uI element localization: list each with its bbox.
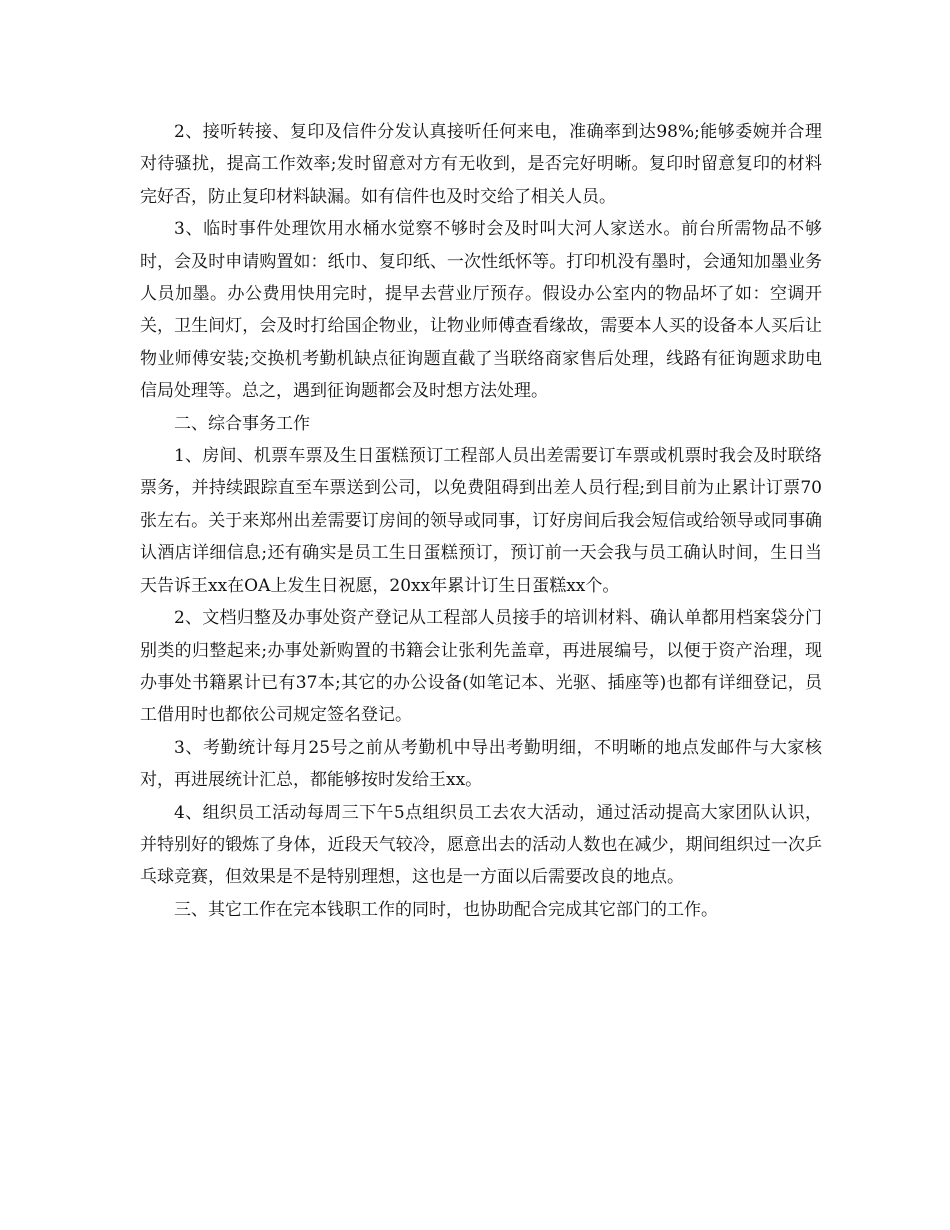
- paragraph-documents-assets: 2、文档归整及办事处资产登记从工程部人员接手的培训材料、确认单都用档案袋分门别类的归整起来;办事处新购置的书籍会让张利先盖章，再进展编号，以便于资产治理，现办事处书籍累计已有37本;其它的办公设备(如笔记本、光驱、插座等)也都有详细登记，员工借用时也都依公司规定签名登记。: [140, 608, 822, 726]
- paragraph-attendance: 3、考勤统计每月25号之前从考勤机中导出考勤明细，不明晰的地点发邮件与大家核对，再进展统计汇总，都能够按时发给王xx。: [140, 737, 822, 791]
- section-heading-general-affairs: 二、综合事务工作: [174, 413, 310, 434]
- document-body: [140, 116, 822, 926]
- paragraph-temporary-events: 3、临时事件处理饮用水桶水觉察不够时会及时叫大河人家送水。前台所需物品不够时，会及时申请购置如：纸巾、复印纸、一次性纸怀等。打印机没有墨时，会通知加墨业务人员加墨。办公费用快用完时，提早去营业厅预存。假设办公室内的物品坏了如：空调开关，卫生间灯，会及时打给国企物业，让物业师傅查看缘故，需要本人买的设备本人买后让物业师傅安装;交换机考勤机缺点征询题直截了当联络商家售后处理，线路有征询题求助电信局处理等。总之，遇到征询题都会及时想方法处理。: [140, 219, 822, 402]
- paragraph-staff-activities: 4、组织员工活动每周三下午5点组织员工去农大活动，通过活动提高大家团队认识，并特别好的锻炼了身体，近段天气较冷，愿意出去的活动人数也在减少，期间组织过一次乒乓球竞赛，但效果是不是特别理想，这也是一方面以后需要改良的地点。: [140, 802, 822, 888]
- section-heading-other-work: 三、其它工作在完本钱职工作的同时，也协助配合完成其它部门的工作。: [174, 899, 718, 920]
- paragraph-booking: 1、房间、机票车票及生日蛋糕预订工程部人员出差需要订车票或机票时我会及时联络票务，并持续跟踪直至车票送到公司，以免费阻碍到出差人员行程;到目前为止累计订票70张左右。关于来郑州出差需要订房间的领导或同事，订好房间后我会短信或给领导或同事确认酒店详细信息;还有确实是员工生日蛋糕预订，预订前一天会我与员工确认时间，生日当天告诉王xx在OA上发生日祝愿，20xx年累计订生日蛋糕xx个。: [140, 446, 822, 596]
- paragraph-reception-calls: 2、接听转接、复印及信件分发认真接听任何来电，准确率到达98%;能够委婉并合理对待骚扰，提高工作效率;发时留意对方有无收到，是否完好明晰。复印时留意复印的材料完好否，防止复印材料缺漏。如有信件也及时交给了相关人员。: [140, 122, 822, 207]
